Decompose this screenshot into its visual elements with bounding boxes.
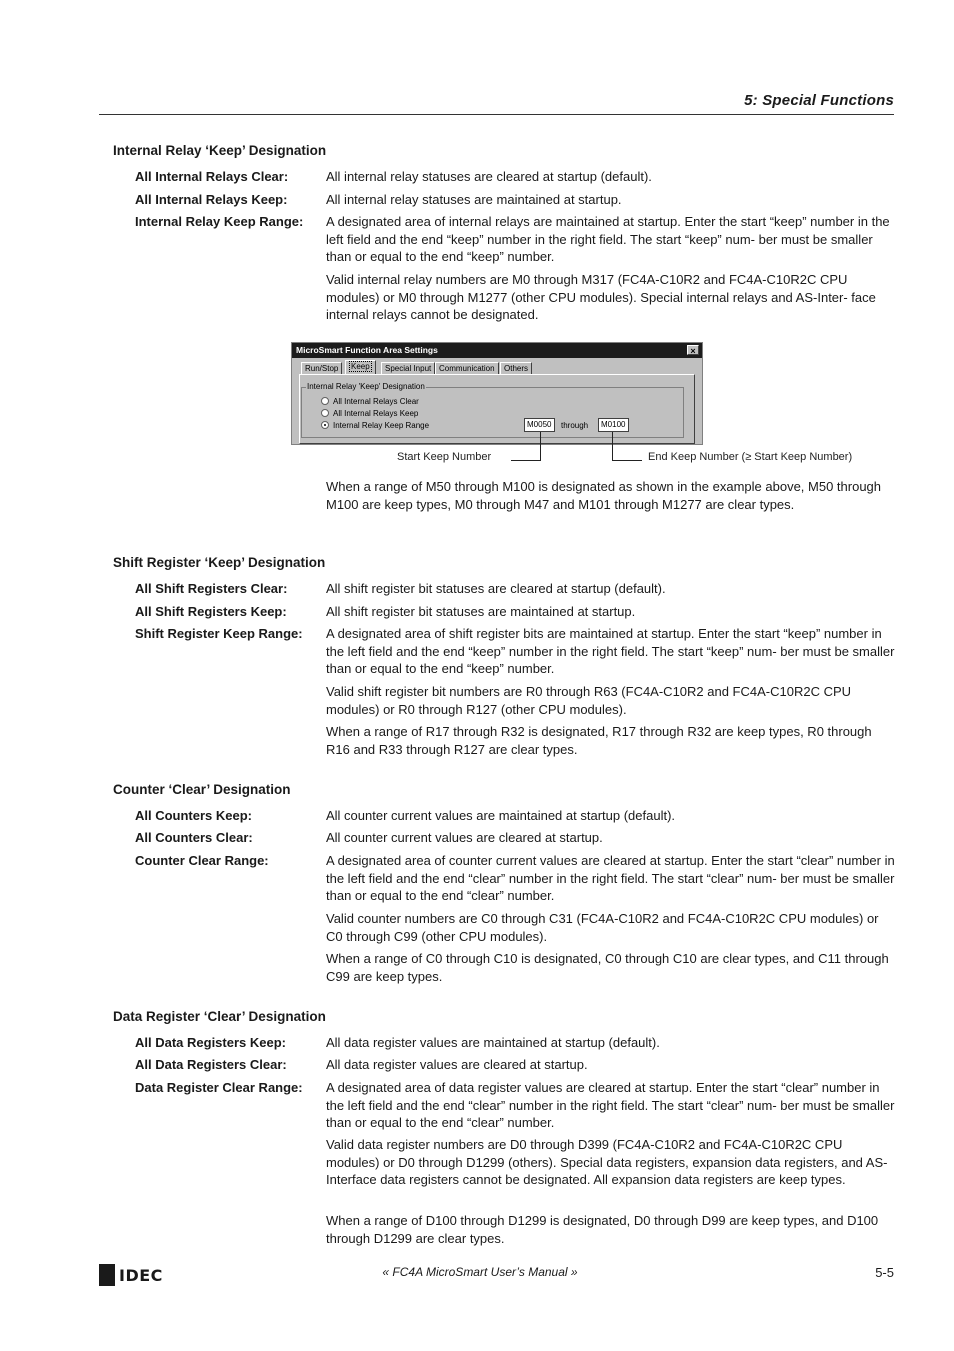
desc-all-internal-relays-clear: All internal relay statuses are cleared at startup (default).: [326, 169, 652, 184]
desc-counter-clear-range: A designated area of counter current values are cleared at startup. Enter the start “clear” number in the left field and the end “clear” number in the right field. The start “clear” num- ber must be smaller than or equal to the end “clear” number.: [326, 853, 895, 904]
radio-selected-icon: [321, 421, 329, 429]
tab-others[interactable]: Others: [500, 362, 532, 374]
desc-data-register-clear-range: A designated area of data register values are cleared at startup. Enter the start “clear” number in the left field and the end “clear” number in the right field. The start “clear” num- ber must be smaller than or equal to the end “clear” number.: [326, 1080, 895, 1131]
dialog-title: MicroSmart Function Area Settings: [296, 345, 438, 355]
term-all-data-registers-clear: All Data Registers Clear:: [135, 1057, 287, 1072]
desc-shift-register-valid-numbers: Valid shift register bit numbers are R0 through R63 (FC4A-C10R2 and FC4A-C10R2C CPU modules) or R0 through R127 (other CPU modules).: [326, 684, 852, 717]
callout-line-start-horizontal: [511, 460, 541, 461]
term-all-internal-relays-clear: All Internal Relays Clear:: [135, 169, 289, 184]
term-shift-register-keep-range: Shift Register Keep Range:: [135, 626, 303, 641]
section-title-internal-relay: Internal Relay ‘Keep’ Designation: [113, 143, 327, 158]
desc-all-data-registers-clear: All data register values are cleared at startup.: [326, 1057, 588, 1072]
term-all-shift-registers-keep: All Shift Registers Keep:: [135, 604, 287, 619]
option-all-clear[interactable]: [321, 397, 419, 406]
desc-all-internal-relays-keep: All internal relay statuses are maintained at startup.: [326, 192, 622, 207]
tab-special-input[interactable]: Special Input: [381, 362, 435, 374]
tab-run-stop[interactable]: Run/Stop: [301, 362, 342, 374]
option-all-keep[interactable]: [321, 409, 418, 418]
option-label: All Internal Relays Keep: [333, 409, 419, 418]
callout-line-end-vertical: [612, 432, 613, 461]
desc-all-counters-clear: All counter current values are cleared at startup.: [326, 830, 603, 845]
option-label: All Internal Relays Clear: [333, 397, 419, 406]
section-title-data-register: Data Register ‘Clear’ Designation: [113, 1009, 326, 1024]
tab-keep[interactable]: [345, 360, 376, 374]
radio-icon: [321, 409, 329, 417]
desc-internal-relay-valid-numbers: Valid internal relay numbers are M0 through M317 (FC4A-C10R2 and FC4A-C10R2C CPU modules) or M0 through M1277 (other CPU modules). Special internal relays and AS-Inter- face internal relays cannot be designated.: [326, 272, 876, 323]
term-all-shift-registers-clear: All Shift Registers Clear:: [135, 581, 288, 596]
callout-start-keep-number: Start Keep Number: [397, 451, 492, 463]
chapter-title: 5: Special Functions: [744, 92, 894, 109]
callout-line-start-vertical: [540, 432, 541, 461]
end-keep-field[interactable]: M0100: [598, 418, 629, 432]
logo-mark: [99, 1264, 115, 1286]
term-data-register-clear-range: Data Register Clear Range:: [135, 1080, 303, 1095]
logo-text: IDEC: [119, 1265, 163, 1285]
page-number: 5-5: [875, 1265, 894, 1280]
desc-shift-register-keep-range: A designated area of shift register bits are maintained at startup. Enter the start “keep” number in the left field and the end “keep” number in the right field. The start “keep” num- ber must be smaller than or equal to the end “keep” number.: [326, 626, 895, 677]
section-title-counter: Counter ‘Clear’ Designation: [113, 782, 291, 797]
desc-counter-example: When a range of C0 through C10 is designated, C0 through C10 are clear types, and C11 through C99 are keep types.: [326, 951, 889, 984]
desc-internal-relay-keep-range: A designated area of internal relays are maintained at startup. Enter the start “keep” number in the left field and the end “keep” number in the right field. The start “keep” num- ber must be smaller than or equal to the end “keep” number.: [326, 214, 890, 265]
close-icon[interactable]: ×: [687, 345, 699, 355]
section-title-shift-register: Shift Register ‘Keep’ Designation: [113, 555, 326, 570]
group-label: Internal Relay 'Keep' Designation: [307, 382, 425, 391]
desc-all-shift-registers-clear: All shift register bit statuses are cleared at startup (default).: [326, 581, 666, 596]
idec-logo: [99, 1264, 163, 1286]
term-counter-clear-range: Counter Clear Range:: [135, 853, 269, 868]
header-rule: [99, 114, 894, 115]
through-label: through: [561, 421, 589, 430]
desc-all-data-registers-keep: All data register values are maintained at startup (default).: [326, 1035, 660, 1050]
desc-all-counters-keep: All counter current values are maintained at startup (default).: [326, 808, 676, 823]
callout-line-end-horizontal: [612, 460, 642, 461]
tab-communication[interactable]: Communication: [435, 362, 499, 374]
dialog-title-bar: [292, 343, 702, 358]
callout-end-keep-number: End Keep Number (≥ Start Keep Number): [648, 451, 853, 463]
tab-keep-label: Keep: [351, 362, 370, 371]
term-all-data-registers-keep: All Data Registers Keep:: [135, 1035, 286, 1050]
desc-data-register-example: When a range of D100 through D1299 is designated, D0 through D99 are keep types, and D100 through D1299 are clear types.: [326, 1213, 879, 1246]
desc-counter-valid-numbers: Valid counter numbers are C0 through C31 (FC4A-C10R2 and FC4A-C10R2C CPU modules) or C0 through C99 (other CPU modules).: [326, 911, 879, 944]
start-keep-field[interactable]: M0050: [524, 418, 555, 432]
desc-internal-relay-example: When a range of M50 through M100 is designated as shown in the example above, M50 through M100 are keep types, M0 through M47 and M101 through M1277 are clear types.: [326, 479, 882, 512]
radio-icon: [321, 397, 329, 405]
term-internal-relay-keep-range: Internal Relay Keep Range:: [135, 214, 304, 229]
desc-all-shift-registers-keep: All shift register bit statuses are maintained at startup.: [326, 604, 636, 619]
term-all-counters-keep: All Counters Keep:: [135, 808, 253, 823]
footer-manual-title: « FC4A MicroSmart User’s Manual »: [382, 1265, 578, 1279]
term-all-internal-relays-keep: All Internal Relays Keep:: [135, 192, 288, 207]
option-label: Internal Relay Keep Range: [333, 421, 430, 430]
function-area-settings-dialog: [291, 342, 703, 445]
desc-shift-register-example: When a range of R17 through R32 is designated, R17 through R32 are keep types, R0 through R16 and R33 through R127 are clear types.: [326, 724, 872, 757]
desc-data-register-valid-numbers: Valid data register numbers are D0 through D399 (FC4A-C10R2 and FC4A-C10R2C CPU modules) or D0 through D1299 (others). Special data registers, expansion data registers, and AS-Interface data registers cannot be designated. All expansion data registers are keep types.: [326, 1137, 888, 1188]
option-keep-range[interactable]: [321, 421, 429, 430]
term-all-counters-clear: All Counters Clear:: [135, 830, 253, 845]
